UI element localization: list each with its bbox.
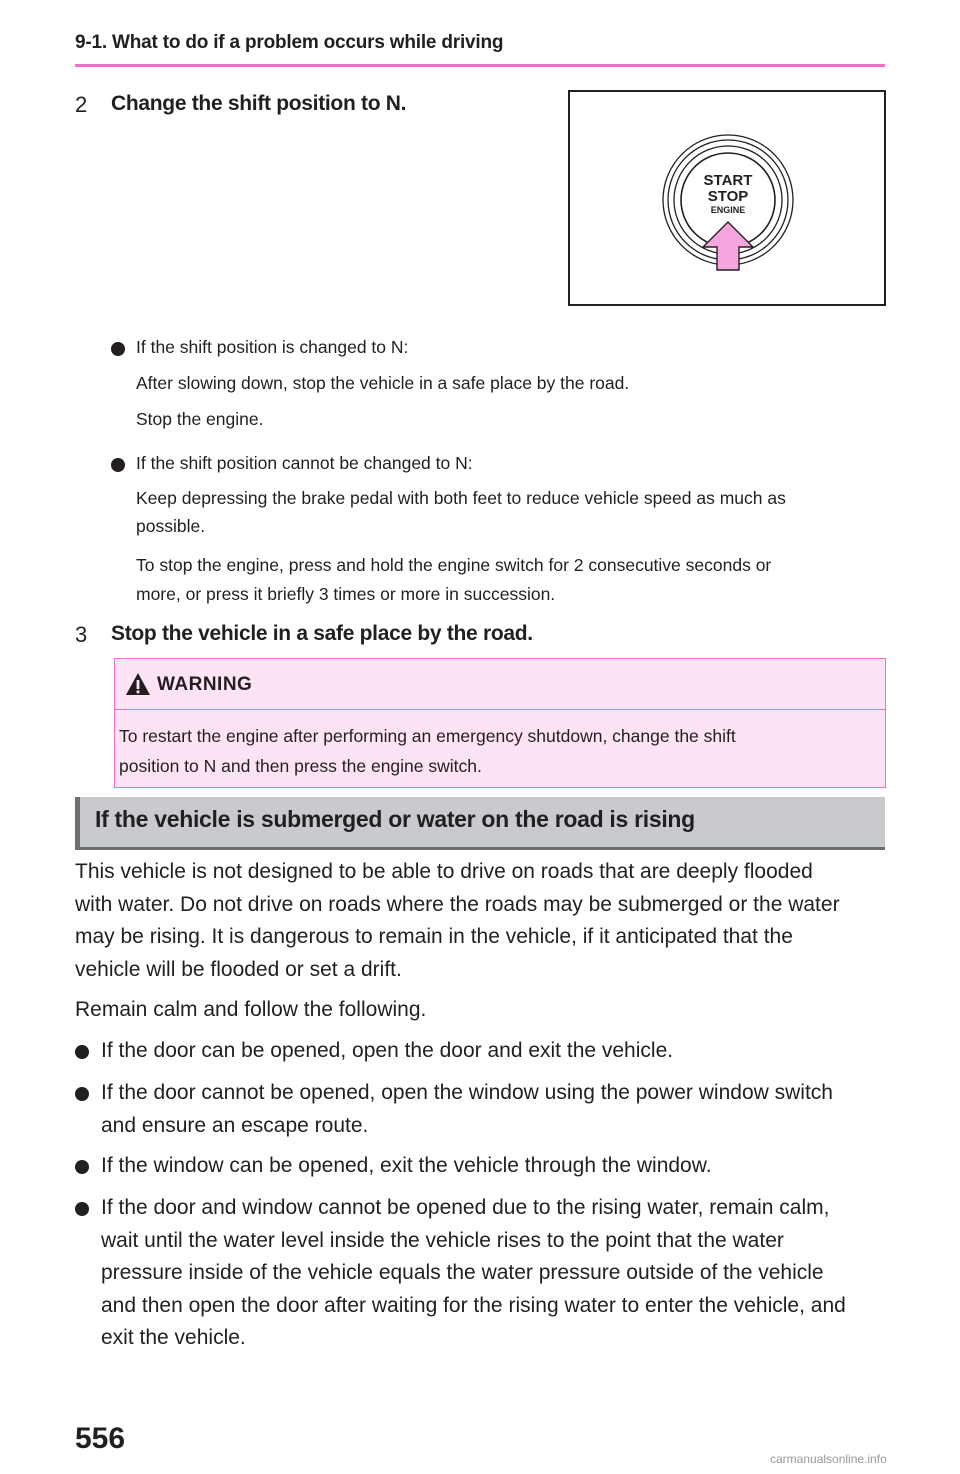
intro-paragraph <box>75 856 840 986</box>
bullet-4-text <box>101 1192 846 1355</box>
bullet-icon <box>111 458 125 472</box>
warning-body <box>119 721 859 781</box>
button-label-start: START <box>703 172 753 189</box>
button-label-stop: STOP <box>707 188 749 205</box>
step-2-number: 2 <box>75 92 88 117</box>
warning-box <box>114 658 886 788</box>
section-accent <box>75 797 80 847</box>
bullet-2-text <box>101 1077 833 1142</box>
warning-header <box>115 659 885 710</box>
bullet-2-line-1: If the door cannot be opened, open the window using the power window switch <box>101 1081 833 1104</box>
bullet-1-text: If the door can be opened, open the door and exit the vehicle. <box>101 1039 674 1062</box>
intro-line-4: vehicle will be flooded or set a drift. <box>75 957 402 981</box>
no-n-case-para-1b: possible. <box>136 516 206 536</box>
bullet-4-line-1: If the door and window cannot be opened due to the rising water, remain calm, <box>101 1196 830 1219</box>
page-number: 556 <box>75 1422 126 1455</box>
bullet-2-line-2: and ensure an escape route. <box>101 1113 369 1137</box>
button-label-engine: ENGINE <box>710 205 746 215</box>
bullet-4-line-5: exit the vehicle. <box>101 1326 246 1349</box>
section-title: If the vehicle is submerged or water on the road is rising <box>95 806 695 832</box>
n-case-line-2: Stop the engine. <box>136 409 264 429</box>
warning-line-1: To restart the engine after performing an emergency shutdown, change the shift <box>119 726 736 746</box>
no-n-case-title: If the shift position cannot be changed to N: <box>136 453 473 473</box>
step-2-title: Change the shift position to N. <box>111 92 407 115</box>
illustration-frame <box>568 90 886 306</box>
n-case-title: If the shift position is changed to N: <box>136 337 409 357</box>
bullet-4-line-3: pressure inside of the vehicle equals the water pressure outside of the vehicle <box>101 1261 824 1284</box>
bullet-icon <box>75 1087 89 1101</box>
intro-line-1: This vehicle is not designed to be able to drive on roads that are deeply flooded <box>75 860 813 883</box>
bullet-icon <box>75 1160 89 1174</box>
n-case-line-1: After slowing down, stop the vehicle in a safe place by the road. <box>136 373 630 393</box>
no-n-case-para-2a: To stop the engine, press and hold the engine switch for 2 consecutive seconds or <box>136 555 772 575</box>
running-header: 9-1. What to do if a problem occurs while driving <box>75 32 504 53</box>
watermark: carmanualsonline.info <box>770 1452 887 1466</box>
bullet-icon <box>75 1202 89 1216</box>
step-3-title: Stop the vehicle in a safe place by the road. <box>111 622 533 645</box>
warning-title: WARNING <box>157 674 253 695</box>
warning-triangle-icon <box>125 672 151 696</box>
no-n-case-para-1a: Keep depressing the brake pedal with both feet to reduce vehicle speed as much as <box>136 488 786 508</box>
bullet-icon <box>111 342 125 356</box>
no-n-case-para-2b: more, or press it briefly 3 times or more in succession. <box>136 584 556 604</box>
warning-line-2: position to N and then press the engine switch. <box>119 756 482 776</box>
step-3-number: 3 <box>75 622 88 647</box>
calm-text: Remain calm and follow the following. <box>75 998 427 1021</box>
bullet-4-line-4: and then open the door after waiting for the rising water to enter the vehicle, and <box>101 1293 846 1317</box>
bullet-4-line-2: wait until the water level inside the vehicle rises to the point that the water <box>101 1228 784 1252</box>
bullet-3-text: If the window can be opened, exit the vehicle through the window. <box>101 1154 712 1177</box>
bullet-icon <box>75 1045 89 1059</box>
start-stop-engine-button-icon <box>570 92 884 304</box>
section-heading-bar <box>75 797 885 850</box>
header-rule <box>75 64 885 67</box>
intro-line-2: with water. Do not drive on roads where the roads may be submerged or the water <box>75 892 840 916</box>
intro-line-3: may be rising. It is dangerous to remain in the vehicle, if it anticipated that the <box>75 925 793 948</box>
